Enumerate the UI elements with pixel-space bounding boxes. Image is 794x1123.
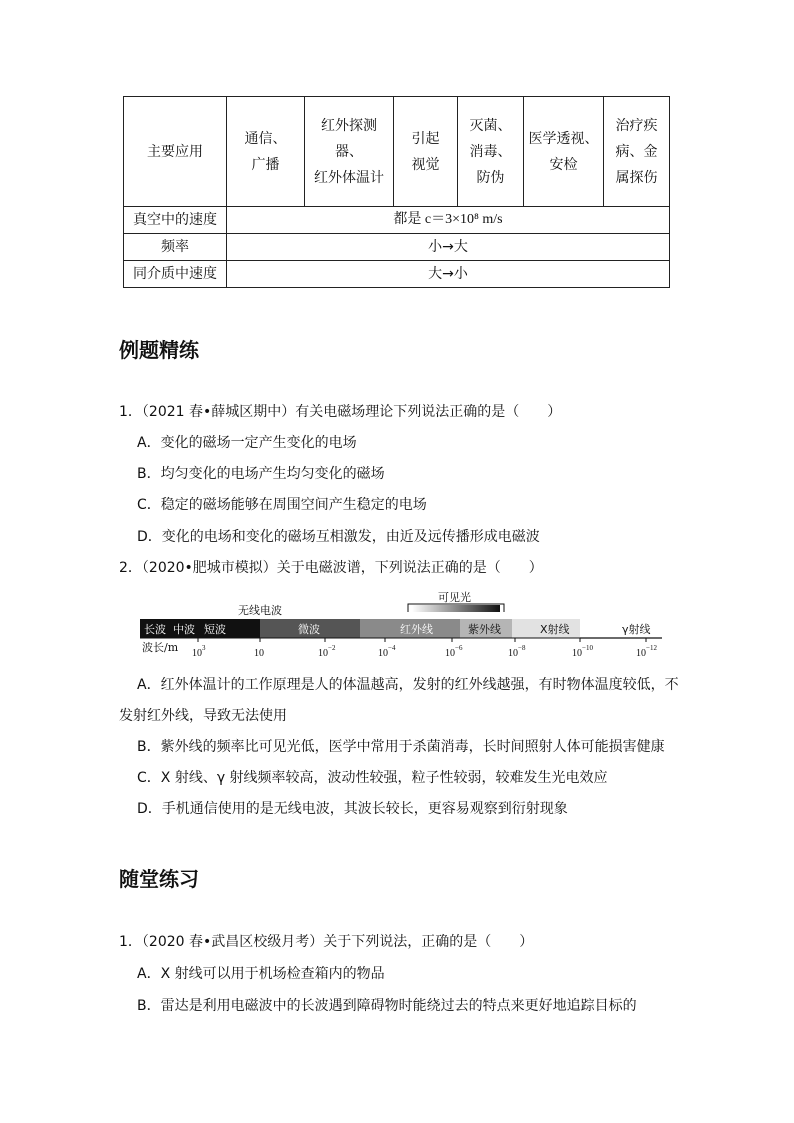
- band-label: 红外线: [400, 623, 433, 636]
- section-heading: 随堂练习: [119, 867, 199, 891]
- tick-exponent: −6: [455, 644, 463, 652]
- table-row-label: 同介质中速度: [124, 261, 227, 288]
- tick-exponent: 3: [202, 644, 206, 652]
- option-b: B．均匀变化的电场产生均匀变化的磁场: [137, 466, 385, 482]
- option-d: D．变化的电场和变化的磁场互相激发，由近及远传播形成电磁波: [137, 529, 540, 545]
- option-a: A．红外体温计的工作原理是人的体温越高，发射的红外线越强，有时物体温度较低，不: [137, 677, 679, 693]
- band-label: γ射线: [622, 623, 651, 636]
- band-label: 短波: [204, 623, 226, 636]
- band-label: X射线: [540, 623, 570, 636]
- table-cell: 都是 c＝3×10⁸ m/s: [227, 207, 670, 234]
- table-cell: 小→大: [227, 234, 670, 261]
- radio-wave-label: 无线电波: [238, 604, 282, 617]
- table-row-label: 主要应用: [124, 97, 227, 207]
- question-stem: 1．（2021 春•薛城区期中）有关电磁场理论下列说法正确的是（ ）: [119, 404, 562, 420]
- band-label: 长波: [144, 623, 166, 636]
- tick-label: 10: [636, 648, 646, 659]
- tick-exponent: −8: [518, 644, 526, 652]
- visible-light-gradient: [412, 605, 500, 612]
- em-spectrum-table: [123, 96, 670, 288]
- option-a: A．X 射线可以用于机场检查箱内的物品: [137, 966, 385, 982]
- band-label: 紫外线: [468, 623, 501, 636]
- em-spectrum-figure: [140, 590, 670, 660]
- table-cell: 引起 视觉: [394, 97, 458, 207]
- tick-label: 10: [572, 648, 582, 659]
- tick-label: 10: [318, 648, 328, 659]
- tick-exponent: −4: [388, 644, 396, 652]
- tick-labels: [192, 638, 657, 659]
- tick-label: 10: [508, 648, 518, 659]
- tick-label: 10: [378, 648, 388, 659]
- band-label: 中波: [173, 623, 195, 636]
- tick-exponent: −2: [328, 644, 336, 652]
- table-cell: 通信、 广播: [227, 97, 305, 207]
- table-cell: 大→小: [227, 261, 670, 288]
- table-cell: 治疗疾 病、金 属探伤: [604, 97, 670, 207]
- table-row-label: 真空中的速度: [124, 207, 227, 234]
- section-heading: 例题精练: [119, 338, 199, 362]
- question-stem: 2．（2020•肥城市模拟）关于电磁波谱，下列说法正确的是（ ）: [119, 560, 543, 576]
- tick-label: 10: [445, 648, 455, 659]
- question-stem: 1．（2020 春•武昌区校级月考）关于下列说法，正确的是（ ）: [119, 934, 534, 950]
- tick-exponent: −10: [582, 644, 593, 652]
- option-c: C．稳定的磁场能够在周围空间产生稳定的电场: [137, 497, 427, 513]
- table-row-label: 频率: [124, 234, 227, 261]
- option-a-continued: 发射红外线，导致无法使用: [119, 708, 287, 724]
- tick-label: 10: [254, 648, 264, 659]
- option-a: A．变化的磁场一定产生变化的电场: [137, 435, 357, 451]
- option-c: C．X 射线、γ 射线频率较高，波动性较强，粒子性较弱，较难发生光电效应: [137, 770, 608, 786]
- table-cell: 医学透视、 安检: [524, 97, 604, 207]
- option-b: B．紫外线的频率比可见光低，医学中常用于杀菌消毒，长时间照射人体可能损害健康: [137, 739, 665, 755]
- tick-label: 10: [192, 648, 202, 659]
- axis-label: 波长/m: [142, 641, 179, 654]
- option-b: B．雷达是利用电磁波中的长波遇到障碍物时能绕过去的特点来更好地追踪目标的: [137, 998, 637, 1014]
- visible-light-label: 可见光: [438, 591, 471, 604]
- table-cell: 灭菌、 消毒、 防伪: [458, 97, 524, 207]
- tick-exponent: −12: [646, 644, 657, 652]
- option-d: D．手机通信使用的是无线电波，其波长较长，更容易观察到衍射现象: [137, 801, 568, 817]
- table-cell: 红外探测器、 红外体温计: [305, 97, 394, 207]
- band-label: 微波: [298, 623, 320, 636]
